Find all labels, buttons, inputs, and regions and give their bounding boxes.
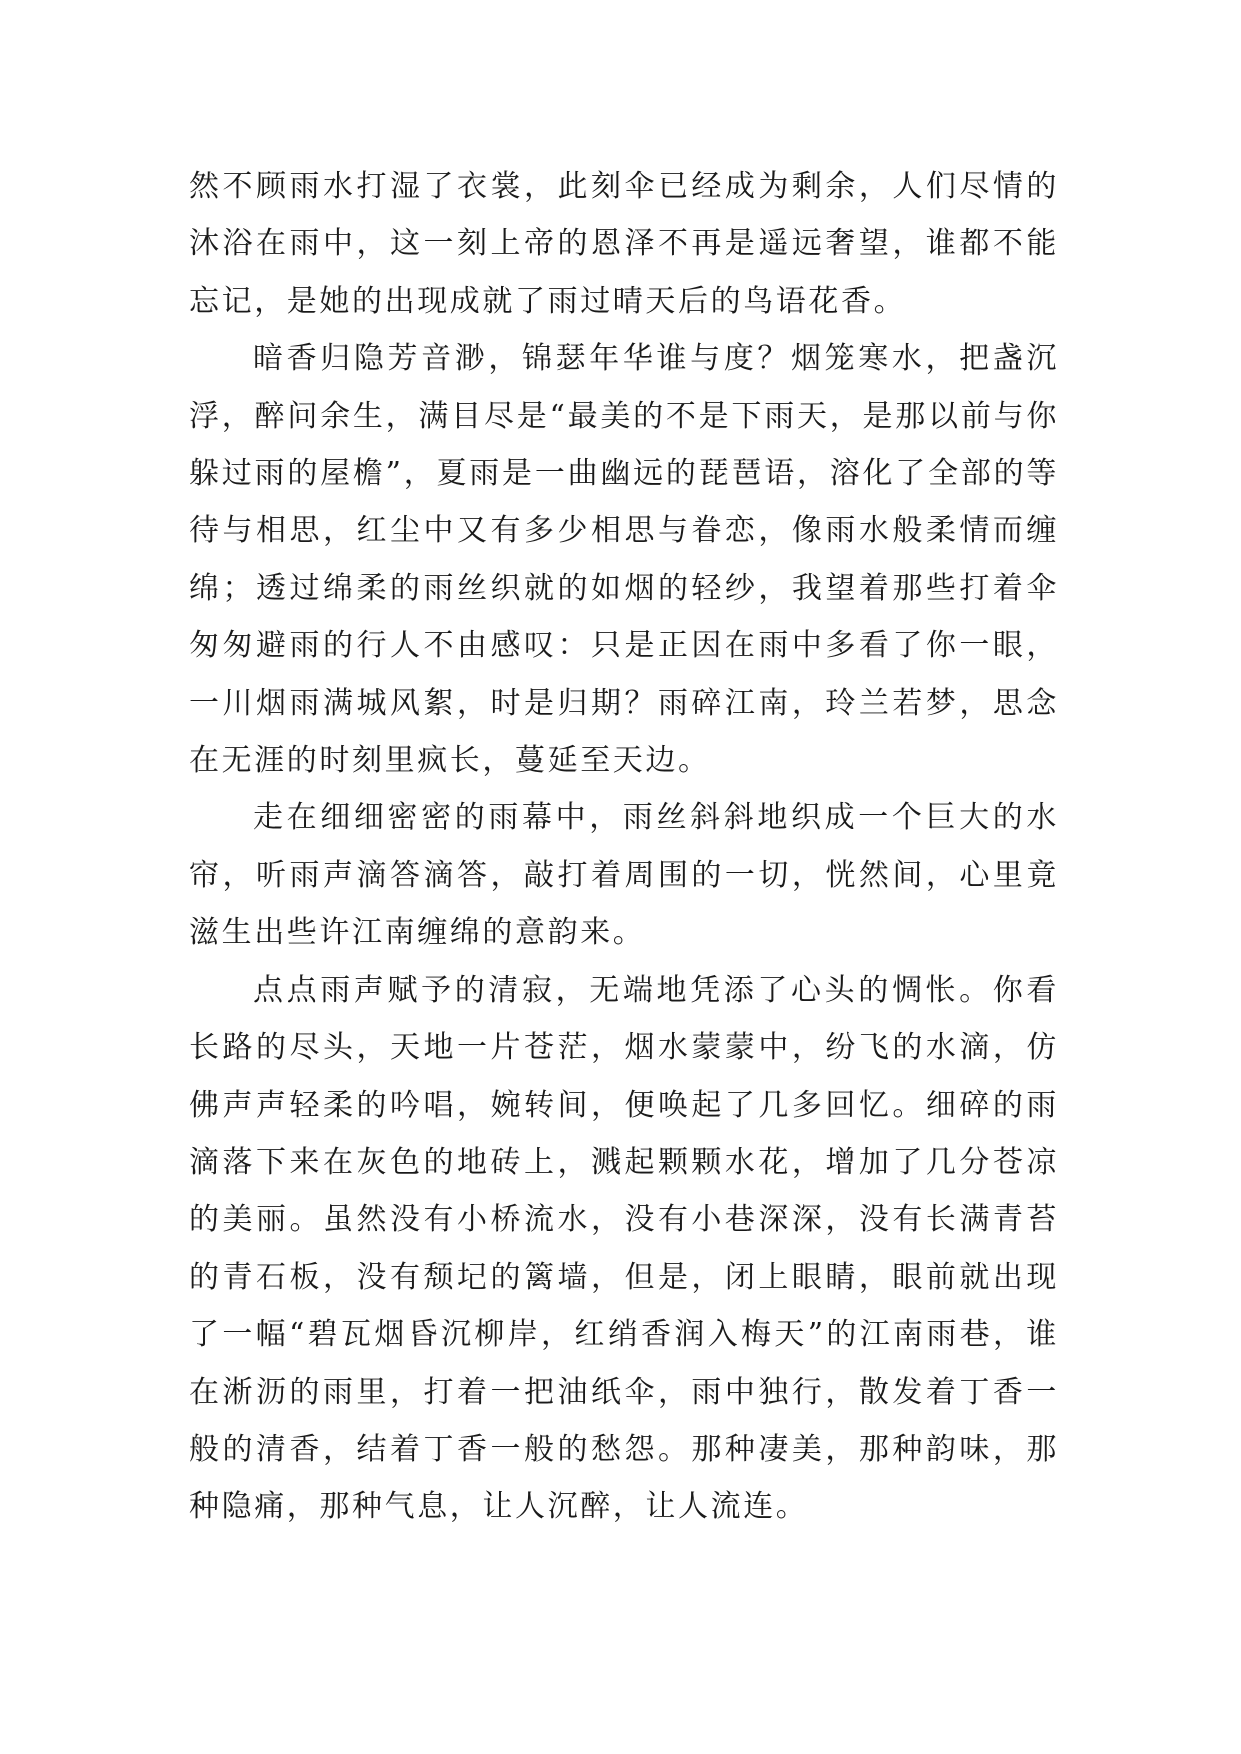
document-body [189, 158, 1059, 1536]
paragraph: 暗香归隐芳音渺，锦瑟年华谁与度？烟笼寒水，把盏沉浮，醉问余生，满目尽是“最美的不是下雨天，是那以前与你躲过雨的屋檐”，夏雨是一曲幽远的琵琶语，溶化了全部的等待与相思，红尘中又有多少相思与眷恋，像雨水般柔情而缠绵；透过绵柔的雨丝织就的如烟的轻纱，我望着那些打着伞匆匆避雨的行人不由感叹：只是正因在雨中多看了你一眼，一川烟雨满城风絮，时是归期？雨碎江南，玲兰若梦，思念在无涯的时刻里疯长，蔓延至天边。 [189, 341, 1059, 779]
paragraph-continued: 然不顾雨水打湿了衣裳，此刻伞已经成为剩余，人们尽情的沐浴在雨中，这一刻上帝的恩泽不再是遥远奢望，谁都不能忘记，是她的出现成就了雨过晴天后的鸟语花香。 [189, 169, 1059, 319]
paragraph: 点点雨声赋予的清寂，无端地凭添了心头的惆怅。你看长路的尽头，天地一片苍茫，烟水蒙蒙中，纷飞的水滴，仿佛声声轻柔的吟唱，婉转间，便唤起了几多回忆。细碎的雨滴落下来在灰色的地砖上，溅起颗颗水花，增加了几分苍凉的美丽。虽然没有小桥流水，没有小巷深深，没有长满青苔的青石板，没有颓圮的篱墙，但是，闭上眼睛，眼前就出现了一幅“碧瓦烟昏沉柳岸，红绡香润入梅天”的江南雨巷，谁在淅沥的雨里，打着一把油纸伞，雨中独行，散发着丁香一般的清香，结着丁香一般的愁怨。那种凄美，那种韵味，那种隐痛，那种气息，让人沉醉，让人流连。 [189, 972, 1059, 1525]
paragraph: 走在细细密密的雨幕中，雨丝斜斜地织成一个巨大的水帘，听雨声滴答滴答，敲打着周围的一切，恍然间，心里竟滋生出些许江南缠绵的意韵来。 [189, 800, 1059, 951]
